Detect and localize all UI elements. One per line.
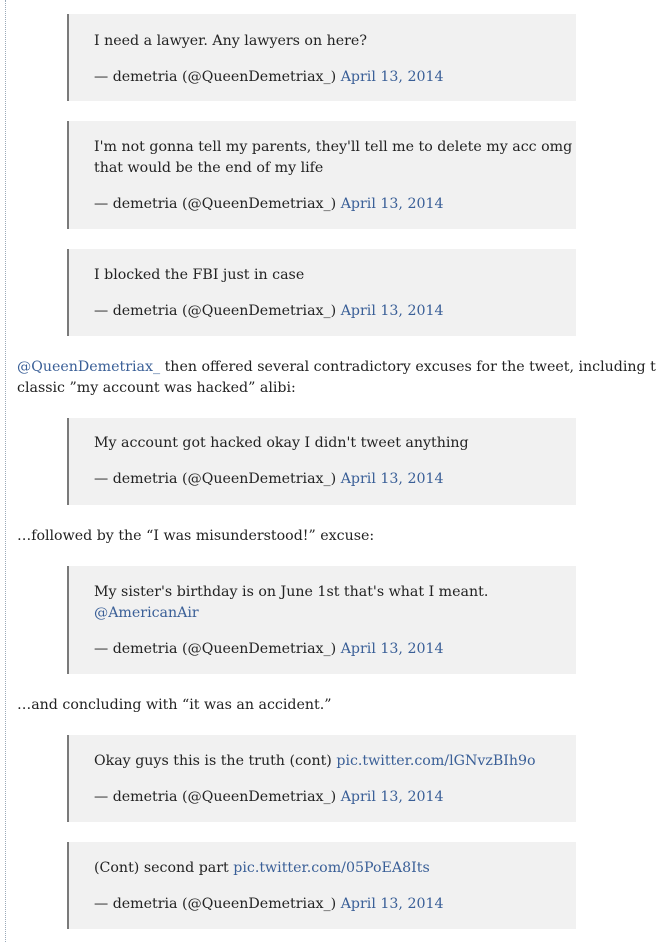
article-paragraph: …and concluding with “it was an accident.” <box>17 697 332 713</box>
embedded-tweet <box>67 121 576 229</box>
tweet-author: — demetria (@QueenDemetriax_) <box>94 896 337 912</box>
pic-link[interactable]: pic.twitter.com/05PoEA8Its <box>233 860 430 876</box>
tweet-text-line: that would be the end of my life <box>94 160 324 176</box>
tweet-attribution <box>94 894 562 915</box>
tweet-author: — demetria (@QueenDemetriax_) <box>94 471 337 487</box>
tweet-text-line: (Cont) second part <box>94 860 229 876</box>
tweet-text-line: My sister's birthday is on June 1st that's what I meant. <box>94 584 489 600</box>
user-handle-link[interactable]: @QueenDemetriax_ <box>17 359 161 375</box>
tweet-author: — demetria (@QueenDemetriax_) <box>94 69 337 85</box>
paragraph-text: classic ”my account was hacked” alibi: <box>17 380 296 396</box>
embedded-tweet <box>67 842 576 929</box>
tweet-attribution <box>94 787 562 808</box>
paragraph-text: then offered several contradictory excuses for the tweet, including t <box>160 359 656 375</box>
tweet-date-link[interactable]: April 13, 2014 <box>340 641 444 657</box>
tweet-text <box>94 137 573 179</box>
tweet-date-link[interactable]: April 13, 2014 <box>340 789 444 805</box>
embedded-tweet <box>67 566 576 674</box>
tweet-text: My account got hacked okay I didn't tweet anything <box>94 435 469 451</box>
tweet-author: — demetria (@QueenDemetriax_) <box>94 196 337 212</box>
tweet-text: I need a lawyer. Any lawyers on here? <box>94 33 367 49</box>
article-paragraph <box>17 357 656 399</box>
tweet-attribution <box>94 469 562 490</box>
tweet-date-link[interactable]: April 13, 2014 <box>340 196 444 212</box>
tweet-date-link[interactable]: April 13, 2014 <box>340 69 444 85</box>
tweet-date-link[interactable]: April 13, 2014 <box>340 303 444 319</box>
tweet-attribution <box>94 67 562 88</box>
tweet-text <box>94 582 562 624</box>
tweet-text: I blocked the FBI just in case <box>94 267 305 283</box>
tweet-text-line: Okay guys this is the truth (cont) <box>94 753 332 769</box>
pic-link[interactable]: pic.twitter.com/lGNvzBIh9o <box>336 753 536 769</box>
tweet-attribution <box>94 194 562 215</box>
tweet-author: — demetria (@QueenDemetriax_) <box>94 303 337 319</box>
tweet-attribution <box>94 639 562 660</box>
article-paragraph: …followed by the “I was misunderstood!” excuse: <box>17 528 375 544</box>
tweet-text <box>94 751 562 772</box>
embedded-tweet <box>67 249 576 336</box>
tweet-date-link[interactable]: April 13, 2014 <box>340 896 444 912</box>
embedded-tweet <box>67 14 576 101</box>
tweet-text <box>94 858 562 879</box>
tweet-author: — demetria (@QueenDemetriax_) <box>94 641 337 657</box>
embedded-tweet <box>67 735 576 822</box>
embedded-tweet <box>67 418 576 505</box>
tweet-text-line: I'm not gonna tell my parents, they'll tell me to delete my acc omg <box>94 139 573 155</box>
tweet-attribution <box>94 301 562 322</box>
tweet-author: — demetria (@QueenDemetriax_) <box>94 789 337 805</box>
mention-link[interactable]: @AmericanAir <box>94 605 199 621</box>
tweet-date-link[interactable]: April 13, 2014 <box>340 471 444 487</box>
